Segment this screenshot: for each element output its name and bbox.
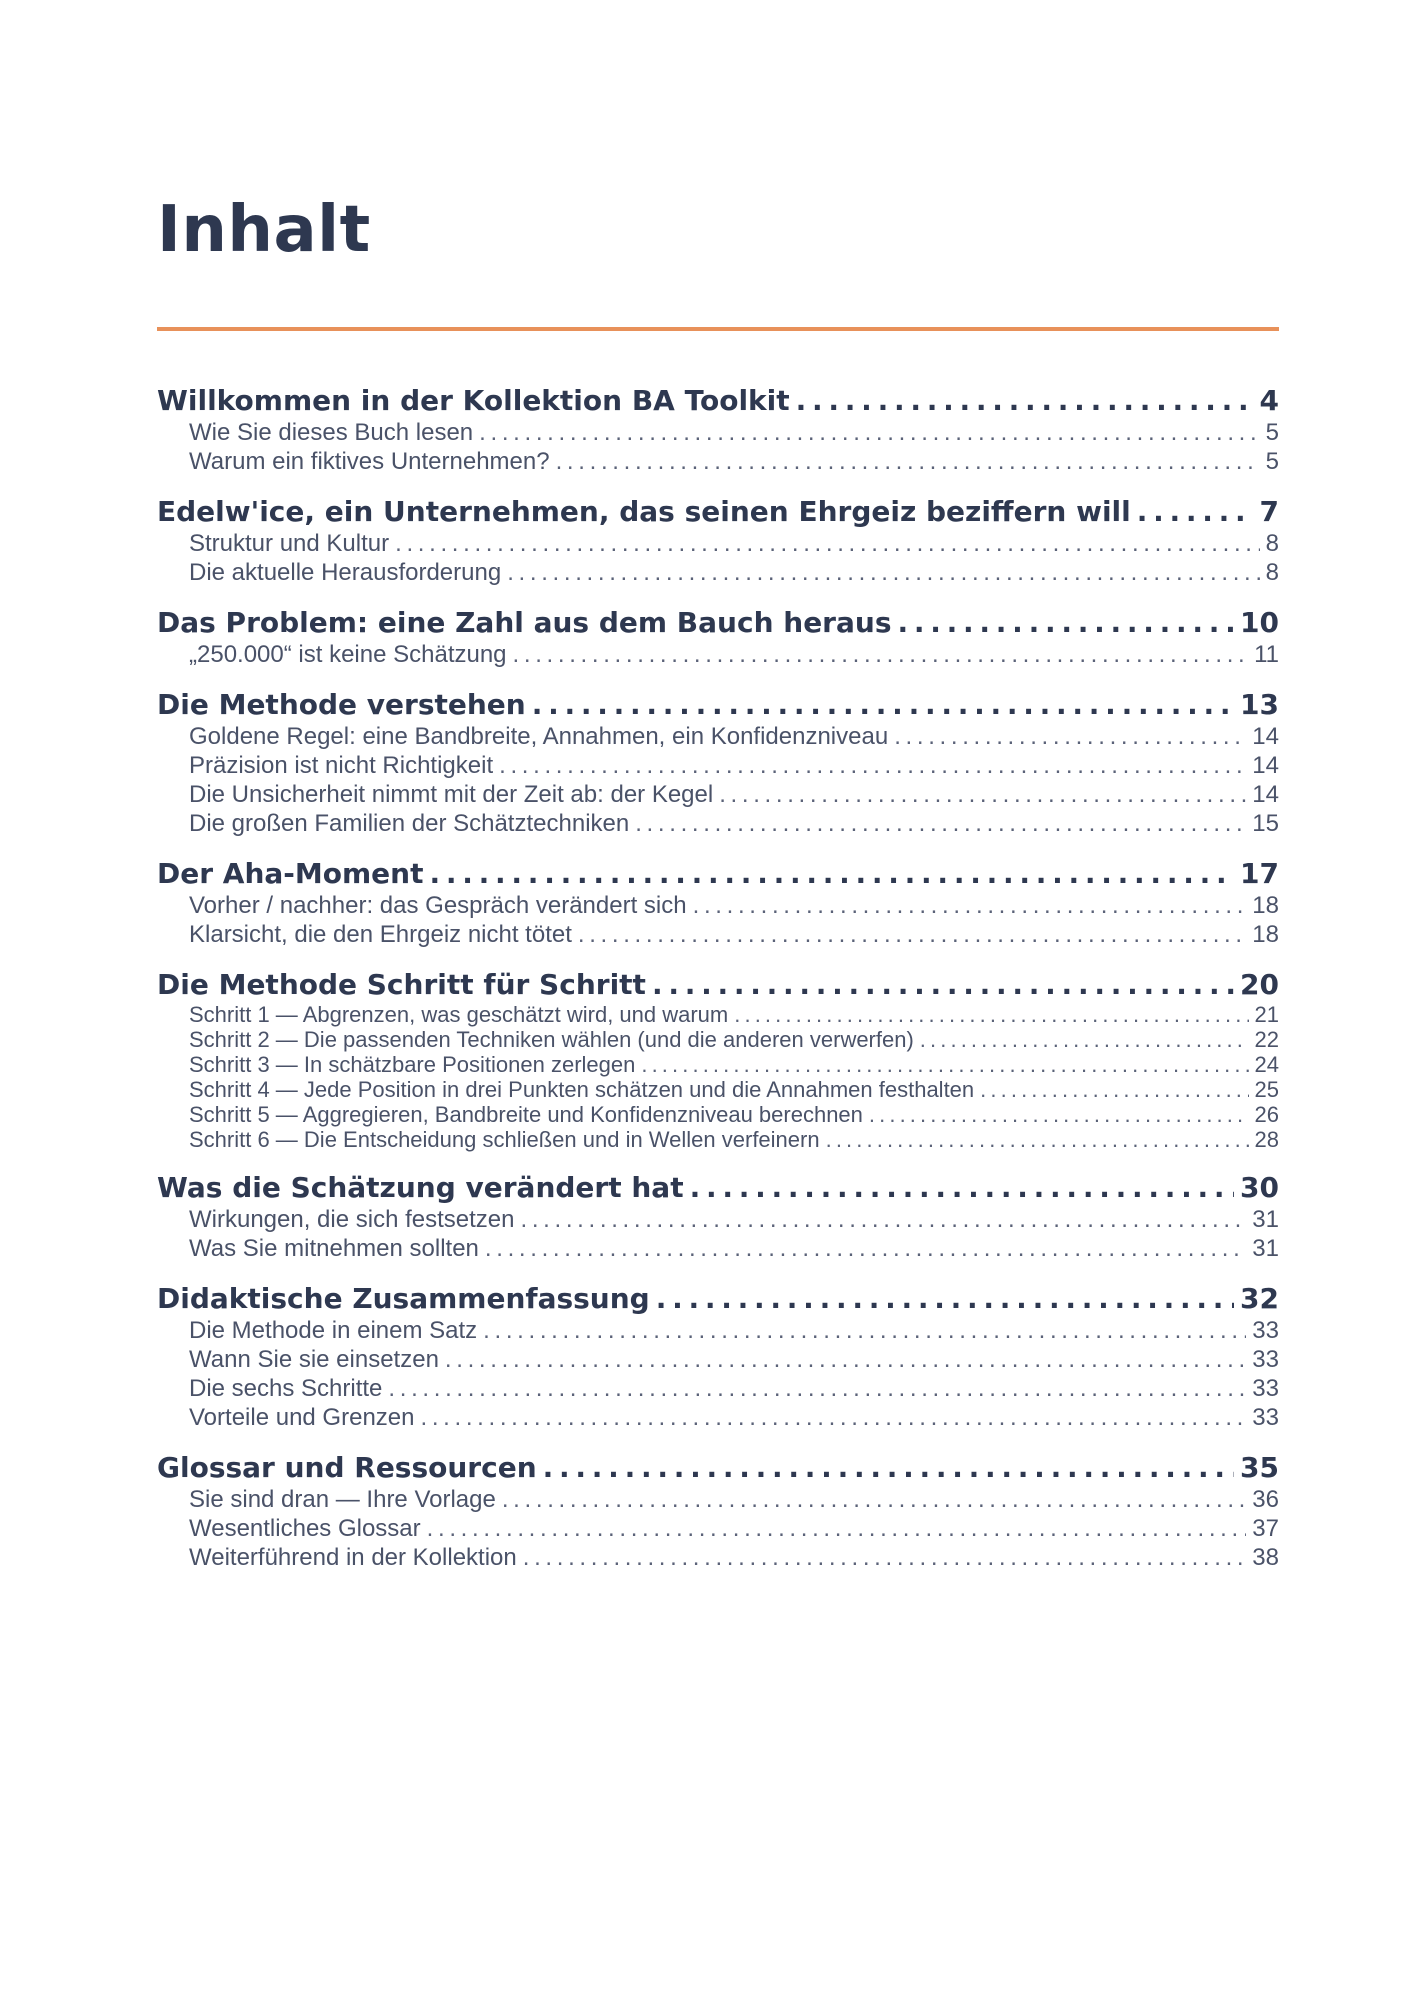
- toc-subsection-entry[interactable]: [157, 1485, 1279, 1514]
- toc-subsection-page-number: 18: [1252, 921, 1279, 948]
- toc-subsection-title: Wann Sie sie einsetzen: [189, 1346, 439, 1373]
- toc-subsection-entry[interactable]: [157, 529, 1279, 558]
- toc-subsection-entry[interactable]: [157, 809, 1279, 838]
- toc-section: [157, 857, 1279, 949]
- toc-subsection-title: Schritt 1 — Abgrenzen, was geschätzt wird, und warum: [189, 1002, 729, 1027]
- toc-subsection-entry[interactable]: [157, 418, 1279, 447]
- toc-subsection-page-number: 31: [1252, 1235, 1279, 1262]
- toc-subsection-title: Schritt 3 — In schätzbare Positionen zerlegen: [189, 1052, 636, 1077]
- toc-subsection-entry[interactable]: [157, 1002, 1279, 1027]
- dot-leader: [869, 1102, 1249, 1127]
- toc-section: [157, 1171, 1279, 1263]
- toc-chapter-page-number: 13: [1240, 688, 1279, 721]
- toc-subsection-page-number: 33: [1252, 1404, 1279, 1431]
- toc-subsection-title: Schritt 2 — Die passenden Techniken wählen (und die anderen verwerfen): [189, 1027, 914, 1052]
- toc-subsection-entry[interactable]: [157, 1102, 1279, 1127]
- toc-subsection-page-number: 8: [1265, 530, 1279, 557]
- toc-subsection-page-number: 18: [1252, 892, 1279, 919]
- dot-leader: [897, 606, 1234, 640]
- toc-subsection-page-number: 5: [1265, 419, 1279, 446]
- toc-chapter-entry[interactable]: [157, 384, 1279, 418]
- dot-leader: [521, 1205, 1247, 1234]
- dot-leader: [483, 1316, 1246, 1345]
- toc-subsection-page-number: 8: [1265, 559, 1279, 586]
- toc-chapter-entry[interactable]: [157, 1282, 1279, 1316]
- dot-leader: [894, 722, 1246, 751]
- dot-leader: [543, 1451, 1234, 1485]
- toc-subsection-page-number: 22: [1254, 1027, 1279, 1052]
- toc-chapter-title: Glossar und Ressourcen: [157, 1451, 537, 1484]
- dot-leader: [578, 920, 1246, 949]
- toc-subsection-entry[interactable]: [157, 1205, 1279, 1234]
- toc-subsection-page-number: 11: [1254, 641, 1279, 668]
- toc-subsection-title: Struktur und Kultur: [189, 530, 390, 557]
- toc-subsection-page-number: 14: [1252, 752, 1279, 779]
- toc-section: [157, 1451, 1279, 1572]
- toc-subsection-title: Schritt 4 — Jede Position in drei Punkten schätzen und die Annahmen festhalten: [189, 1077, 975, 1102]
- dot-leader: [656, 1282, 1234, 1316]
- toc-section: [157, 1282, 1279, 1432]
- toc-chapter-title: Das Problem: eine Zahl aus dem Bauch heraus: [157, 606, 892, 639]
- dot-leader: [388, 1374, 1246, 1403]
- toc-subsection-entry[interactable]: [157, 1403, 1279, 1432]
- toc-chapter-entry[interactable]: [157, 495, 1279, 529]
- toc-subsection-title: Vorteile und Grenzen: [189, 1404, 415, 1431]
- toc-subsection-page-number: 21: [1254, 1002, 1279, 1027]
- toc-chapter-entry[interactable]: [157, 606, 1279, 640]
- toc-subsection-page-number: 36: [1252, 1486, 1279, 1513]
- toc-subsection-title: Was Sie mitnehmen sollten: [189, 1235, 479, 1262]
- page-title: Inhalt: [157, 193, 371, 267]
- toc-subsection-page-number: 15: [1252, 810, 1279, 837]
- toc-subsection-title: Vorher / nachher: das Gespräch verändert sich: [189, 892, 687, 919]
- title-divider: [157, 327, 1279, 331]
- toc-subsection-title: Sie sind dran — Ihre Vorlage: [189, 1486, 496, 1513]
- dot-leader: [826, 1127, 1249, 1152]
- dot-leader: [652, 968, 1234, 1002]
- toc-section: [157, 384, 1279, 476]
- dot-leader: [920, 1027, 1249, 1052]
- toc-subsection-title: Goldene Regel: eine Bandbreite, Annahmen, ein Konfidenzniveau: [189, 723, 889, 750]
- dot-leader: [719, 780, 1246, 809]
- toc-subsection-page-number: 14: [1252, 781, 1279, 808]
- toc-section: [157, 495, 1279, 587]
- toc-subsection-entry[interactable]: [157, 1514, 1279, 1543]
- toc-subsection-title: Die Unsicherheit nimmt mit der Zeit ab: der Kegel: [189, 781, 714, 808]
- toc-subsection-page-number: 5: [1265, 448, 1279, 475]
- toc-subsection-entry[interactable]: [157, 1374, 1279, 1403]
- dot-leader: [734, 1002, 1248, 1027]
- toc-subsection-page-number: 33: [1252, 1317, 1279, 1344]
- toc-subsection-title: Präzision ist nicht Richtigkeit: [189, 752, 494, 779]
- dot-leader: [980, 1077, 1248, 1102]
- toc-subsection-entry[interactable]: [157, 558, 1279, 587]
- toc-chapter-entry[interactable]: [157, 857, 1279, 891]
- dot-leader: [485, 1234, 1246, 1263]
- toc-subsection-page-number: 14: [1252, 723, 1279, 750]
- toc-chapter-title: Die Methode verstehen: [157, 688, 526, 721]
- toc-subsection-title: Klarsicht, die den Ehrgeiz nicht tötet: [189, 921, 572, 948]
- toc-chapter-page-number: 20: [1240, 968, 1279, 1001]
- toc-subsection-entry[interactable]: [157, 1316, 1279, 1345]
- toc-subsection-entry[interactable]: [157, 1077, 1279, 1102]
- toc-subsection-page-number: 38: [1252, 1544, 1279, 1571]
- toc-subsection-entry[interactable]: [157, 1127, 1279, 1152]
- dot-leader: [523, 1543, 1247, 1572]
- toc-section: [157, 688, 1279, 838]
- dot-leader: [499, 751, 1246, 780]
- toc-chapter-entry[interactable]: [157, 1451, 1279, 1485]
- dot-leader: [427, 1514, 1247, 1543]
- toc-subsection-page-number: 24: [1254, 1052, 1279, 1077]
- toc-chapter-title: Didaktische Zusammenfassung: [157, 1282, 650, 1315]
- dot-leader: [690, 1171, 1234, 1205]
- toc-subsection-page-number: 33: [1252, 1346, 1279, 1373]
- toc-subsection-page-number: 28: [1254, 1127, 1279, 1152]
- toc-subsection-page-number: 33: [1252, 1375, 1279, 1402]
- toc-subsection-title: Die aktuelle Herausforderung: [189, 559, 502, 586]
- toc-chapter-entry[interactable]: [157, 968, 1279, 1002]
- toc-subsection-entry[interactable]: [157, 1027, 1279, 1052]
- toc-chapter-page-number: 7: [1259, 495, 1279, 528]
- dot-leader: [796, 384, 1254, 418]
- toc-subsection-title: Wesentliches Glossar: [189, 1515, 421, 1542]
- toc-subsection-page-number: 25: [1254, 1077, 1279, 1102]
- dot-leader: [693, 891, 1247, 920]
- dot-leader: [556, 447, 1260, 476]
- toc-subsection-title: Weiterführend in der Kollektion: [189, 1544, 517, 1571]
- toc-chapter-title: Der Aha-Moment: [157, 857, 424, 890]
- toc-subsection-entry[interactable]: [157, 640, 1279, 669]
- toc-chapter-page-number: 30: [1240, 1171, 1279, 1204]
- toc-subsection-title: Wie Sie dieses Buch lesen: [189, 419, 474, 446]
- toc-section: [157, 606, 1279, 669]
- toc-subsection-entry[interactable]: [157, 920, 1279, 949]
- dot-leader: [430, 857, 1235, 891]
- dot-leader: [532, 688, 1234, 722]
- toc-subsection-title: Die großen Familien der Schätztechniken: [189, 810, 630, 837]
- toc-subsection-entry[interactable]: [157, 891, 1279, 920]
- toc-chapter-entry[interactable]: [157, 1171, 1279, 1205]
- toc-subsection-title: Schritt 6 — Die Entscheidung schließen und in Wellen verfeinern: [189, 1127, 820, 1152]
- toc-subsection-page-number: 37: [1252, 1515, 1279, 1542]
- toc-subsection-entry[interactable]: [157, 447, 1279, 476]
- toc-subsection-entry[interactable]: [157, 1543, 1279, 1572]
- toc-subsection-entry[interactable]: [157, 751, 1279, 780]
- dot-leader: [1137, 495, 1254, 529]
- toc-subsection-entry[interactable]: [157, 1345, 1279, 1374]
- dot-leader: [513, 640, 1249, 669]
- dot-leader: [479, 418, 1259, 447]
- toc-chapter-page-number: 17: [1240, 857, 1279, 890]
- dot-leader: [507, 558, 1259, 587]
- toc-subsection-title: Schritt 5 — Aggregieren, Bandbreite und Konfidenzniveau berechnen: [189, 1102, 863, 1127]
- toc-subsection-entry[interactable]: [157, 722, 1279, 751]
- dot-leader: [641, 1052, 1248, 1077]
- table-of-contents: [157, 384, 1279, 1591]
- toc-chapter-page-number: 10: [1240, 606, 1279, 639]
- toc-subsection-entry[interactable]: [157, 1052, 1279, 1077]
- dot-leader: [502, 1485, 1246, 1514]
- toc-chapter-page-number: 32: [1240, 1282, 1279, 1315]
- dot-leader: [420, 1403, 1246, 1432]
- dot-leader: [445, 1345, 1246, 1374]
- toc-chapter-title: Edelw'ice, ein Unternehmen, das seinen Ehrgeiz beziffern will: [157, 495, 1131, 528]
- toc-chapter-entry[interactable]: [157, 688, 1279, 722]
- toc-chapter-page-number: 35: [1240, 1451, 1279, 1484]
- toc-subsection-entry[interactable]: [157, 1234, 1279, 1263]
- toc-subsection-title: „250.000“ ist keine Schätzung: [189, 641, 507, 668]
- toc-chapter-page-number: 4: [1259, 384, 1279, 417]
- toc-chapter-title: Die Methode Schritt für Schritt: [157, 968, 646, 1001]
- toc-subsection-page-number: 31: [1252, 1206, 1279, 1233]
- toc-subsection-entry[interactable]: [157, 780, 1279, 809]
- toc-subsection-title: Warum ein fiktives Unternehmen?: [189, 448, 550, 475]
- toc-subsection-page-number: 26: [1254, 1102, 1279, 1127]
- toc-section: [157, 968, 1279, 1152]
- dot-leader: [395, 529, 1260, 558]
- toc-subsection-title: Die sechs Schritte: [189, 1375, 383, 1402]
- dot-leader: [635, 809, 1246, 838]
- toc-subsection-title: Wirkungen, die sich festsetzen: [189, 1206, 515, 1233]
- toc-chapter-title: Willkommen in der Kollektion BA Toolkit: [157, 384, 790, 417]
- toc-chapter-title: Was die Schätzung verändert hat: [157, 1171, 684, 1204]
- toc-subsection-title: Die Methode in einem Satz: [189, 1317, 478, 1344]
